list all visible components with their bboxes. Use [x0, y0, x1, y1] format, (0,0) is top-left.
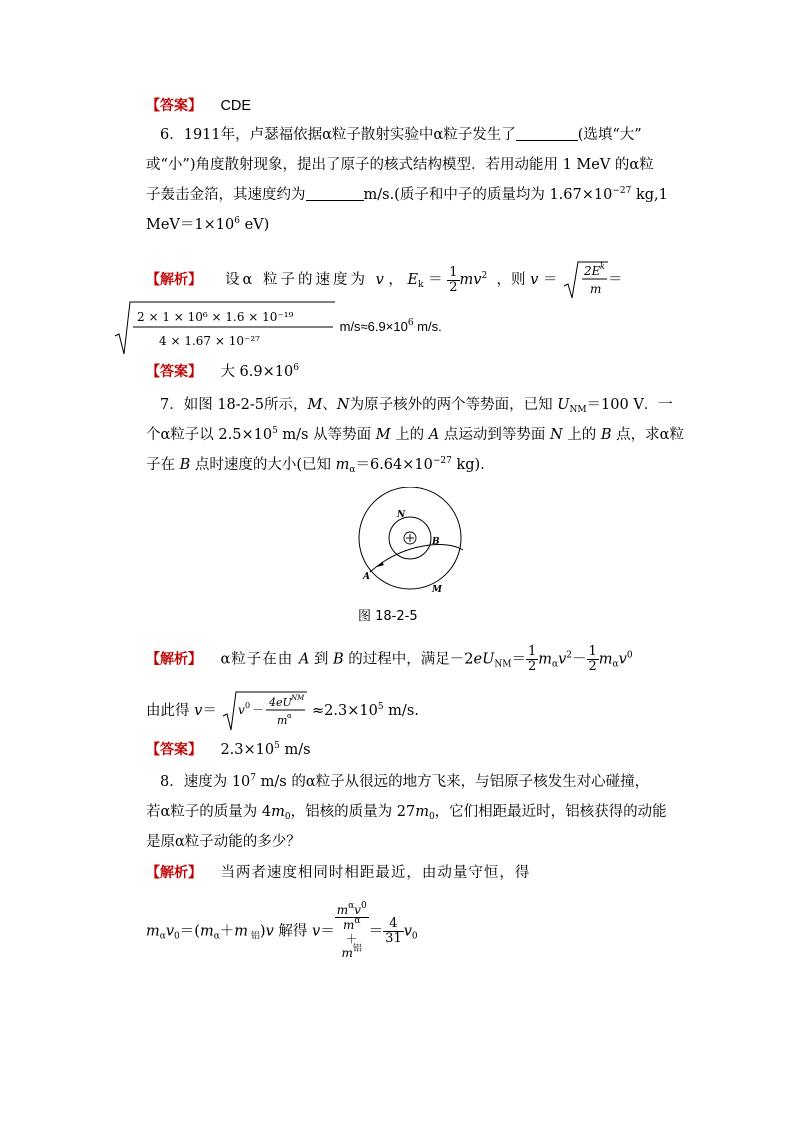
solution-6-line-2: 2 × 1 × 10⁶ × 1.6 × 10⁻¹⁹ 4 × 1.67 × 10⁻²⁷ $m/s\approx 6.9\times 10^6$ m/s. — [113, 298, 442, 356]
solution-tag: 【解析】 — [146, 865, 202, 881]
svg-text:2 × 1 × 10⁶ × 1.6 × 10⁻¹⁹: 2 × 1 × 10⁶ × 1.6 × 10⁻¹⁹ — [137, 310, 294, 324]
question-7-line-1: 7．如图 18-2-5所示，M、N为原子核外的两个等势面，已知 $U_{NM}=100$ V．一 — [160, 397, 673, 415]
sqrt-sign — [562, 260, 608, 300]
svg-text:M: M — [432, 585, 442, 595]
question-6-line-2: 或“小”)角度散射现象，提出了原子的核式结构模型．若用动能用 1 MeV 的α粒 — [146, 157, 654, 173]
sqrt-sign — [221, 690, 307, 732]
solution-7-line-2: 由此得 v＝ v 0 － 4eU NM m α $\approx 2.3\times 10^5$ m/s. — [146, 690, 419, 732]
question-8-line-1: 8．速度为 $10^7$ m/s 的α粒子从很远的地方飞来，与铝原子核发生对心碰撞， — [160, 773, 650, 790]
question-7-line-2: 个α粒子以 $2.5\times 10^5$ m/s 从等势面 M 上的 A 点运动到等势面 N 上的 B 点，求α粒 — [146, 426, 684, 443]
svg-text:m: m — [277, 714, 288, 727]
sqrt-large — [113, 298, 335, 356]
fraction: $\frac{1}{2}$ — [449, 264, 458, 295]
fraction: $m^\alpha v^0$ $m^\alpha$ ＋ $m^铝$ — [336, 901, 367, 960]
svg-text:2E: 2E — [583, 264, 601, 278]
answer-line-6: 【答案】 大 $6.9\times 10^6$ — [146, 363, 299, 380]
svg-text:B: B — [432, 537, 440, 547]
svg-text:0: 0 — [245, 701, 251, 710]
answer-tag: 【答案】 — [146, 742, 202, 758]
solution-8-line-1: 【解析】 当两者速度相同时相距最近，由动量守恒，得 — [146, 865, 531, 881]
solution-tag: 【解析】 — [146, 272, 202, 288]
svg-text:m: m — [589, 282, 602, 296]
answer-tag: 【答案】 — [146, 98, 202, 114]
equipotential-diagram — [356, 487, 468, 599]
question-8-line-3: 是原α粒子动能的多少？ — [146, 834, 301, 850]
fraction: $\frac{1}{2}$ — [588, 644, 597, 674]
question-8-line-2: 若α粒子的质量为 $4m_0$，铝核的质量为 $27m_0$，它们相距最近时，铝核获得的动能 — [146, 804, 667, 822]
arrow-icon — [377, 562, 384, 567]
answer-blank — [516, 126, 578, 141]
solution-7-line-1: 【解析】 α粒子在由 A 到 B 的过程中，满足$-2eU_{NM}=$ $\frac{1}{2}$ $m_\alpha v^2-$ $\frac{1}{2}$ $m_\alpha v^0$ — [146, 644, 633, 674]
answer-line-1 — [146, 96, 251, 116]
question-6-line-3: 子轰击金箔，其速度约为 m/s.(质子和中子的质量均为 $1.67\times 10^{-27}$ kg,1 — [146, 186, 668, 203]
figure-caption: 图 18-2-5 — [358, 609, 418, 624]
fraction: $\frac{1}{2}$ — [527, 644, 537, 674]
svg-text:v: v — [238, 703, 246, 717]
sqrt-small — [562, 260, 608, 300]
svg-text:A: A — [363, 572, 370, 582]
svg-text:－: － — [252, 703, 265, 717]
question-6-line-4: $MeV=1\times 10^6$ eV) — [146, 216, 270, 233]
answer-text: CDE — [220, 98, 252, 114]
solution-8-line-2: $m_\alpha v_0=(m_\alpha+m$ $_铝$)v 解得 v＝ $m^\alpha v^0$ $m^\alpha$ ＋ $m^铝$ ＝ $\frac{4}{31}$ $v_0$ — [146, 901, 418, 960]
answer-tag: 【答案】 — [146, 364, 202, 380]
svg-text:N: N — [397, 510, 406, 520]
question-6-line-1: 6．1911年，卢瑟福依据α粒子散射实验中α粒子发生了 (选填“大” — [160, 127, 642, 143]
answer-line-7: 【答案】 $2.3\times 10^5$ m/s — [146, 741, 311, 758]
solution-tag: 【解析】 — [146, 651, 202, 668]
solution-6-line-1: 【解析】 设α 粒子的速度为 v ， $E_k$ ＝ $\frac{1}{2}$ $mv^2$ ，则 v ＝ 2E k m ＝ — [146, 260, 622, 300]
svg-text:4 × 1.67 × 10⁻²⁷: 4 × 1.67 × 10⁻²⁷ — [159, 334, 260, 348]
question-7-line-3: 子在 B 点时速度的大小(已知 $m_\alpha=6.64\times 10^{-27}$ kg)． — [146, 456, 495, 475]
svg-text:k: k — [599, 262, 605, 271]
svg-text:α: α — [287, 712, 293, 720]
fraction: $\frac{4}{31}$ — [385, 916, 402, 946]
svg-text:4eU: 4eU — [269, 696, 293, 709]
answer-blank — [306, 186, 364, 201]
svg-text:NM: NM — [291, 694, 305, 702]
